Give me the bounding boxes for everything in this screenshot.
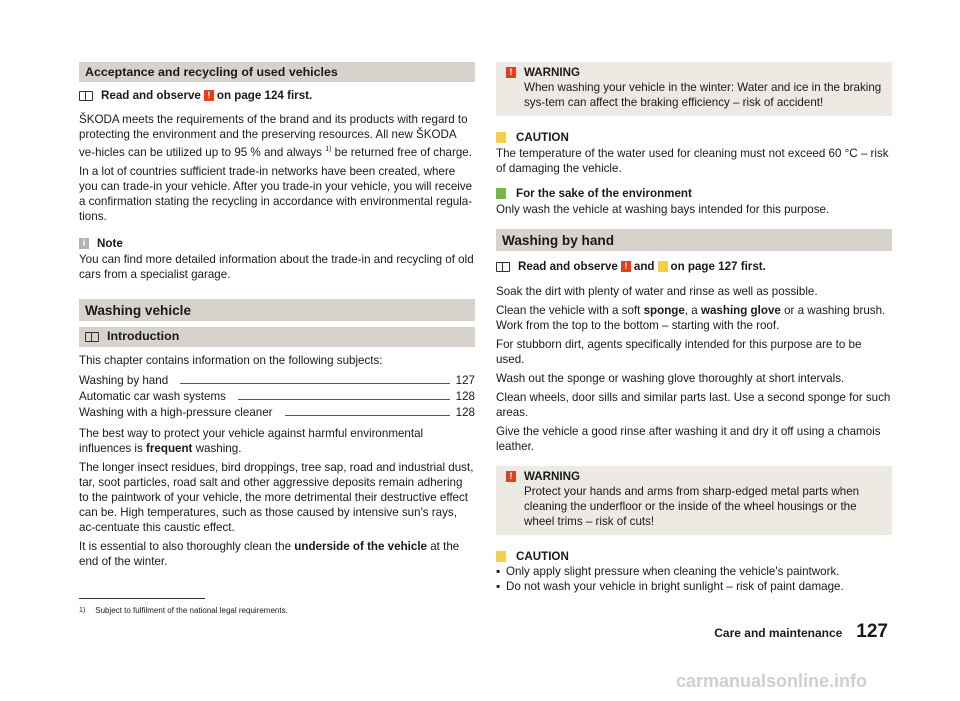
page-footer [714, 621, 888, 642]
toc-list [79, 373, 475, 420]
chapter-name: Care and maintenance [714, 626, 843, 640]
warning-label: WARNING [524, 470, 581, 483]
toc-leader [285, 415, 450, 416]
paragraph-text: It is essential to also thoroughly clean the [79, 539, 292, 553]
paragraph-text: The best way to protect your vehicle against harmful environmental influences is [79, 426, 424, 455]
watermark: carmanualsonline.info [676, 671, 868, 691]
paragraph-text: Clean the vehicle with a soft [496, 304, 641, 317]
toc-page: 128 [455, 405, 475, 419]
read-observe-line [496, 259, 892, 274]
warning-text: When washing your vehicle in the winter: Water and ice in the braking sys-tem can affect the braking efficiency – risk of accident! [524, 81, 882, 109]
note-heading [79, 236, 475, 251]
paragraph-text: , a [684, 304, 698, 317]
paragraph [496, 303, 892, 333]
paragraph: For stubborn dirt, agents specifically intended for this purpose are to be used. [496, 338, 862, 366]
toc-row[interactable] [79, 373, 475, 388]
section-title-washing: Washing vehicle [79, 299, 475, 321]
ref-text-b: on page 127 first. [670, 260, 766, 273]
warning-icon: ! [621, 261, 631, 272]
caution-label: CAUTION [516, 550, 569, 563]
caution-item [496, 564, 892, 579]
caution-icon [496, 132, 506, 143]
toc-label: Washing by hand [79, 373, 169, 387]
environment-text: Only wash the vehicle at washing bays intended for this purpose. [496, 203, 830, 216]
bullet-icon: ▪ [496, 580, 501, 593]
environment-label: For the sake of the environment [516, 187, 692, 200]
ref-text-a: Read and observe [101, 89, 201, 102]
caution-label: CAUTION [516, 131, 569, 144]
caution-icon [658, 261, 668, 272]
paragraph-text-end: be returned free of charge. [334, 145, 472, 159]
toc-row[interactable] [79, 389, 475, 404]
toc-label: Washing with a high-pressure cleaner [79, 405, 273, 419]
paragraph [79, 112, 475, 160]
caution-text: The temperature of the water used for cleaning must not exceed 60 °C – risk of damaging the vehicle. [496, 147, 889, 175]
paragraph: Wash out the sponge or washing glove thoroughly at short intervals. [496, 372, 845, 385]
paragraph: The longer insect residues, bird droppings, tree sap, road and industrial dust, tar, soot particles, road salt and other aggressive deposits remain adhering to the paintwork of your vehicle, the more detrimental their destructive effect can be. High temperatures, such as those caused by intensive sun's rays, ac-centuate this caustic effect. [79, 460, 474, 534]
toc-page: 128 [455, 389, 475, 403]
footnote-mark: 1) [79, 607, 86, 614]
warning-heading [502, 469, 886, 484]
caution-item [496, 579, 892, 594]
left-column [79, 62, 475, 569]
book-icon [85, 332, 99, 342]
warning-icon: ! [204, 90, 214, 101]
paragraph-text-end: at the end of the winter. [79, 539, 460, 568]
caution-item-text: Do not wash your vehicle in bright sunlight – risk of paint damage. [506, 580, 844, 593]
paragraph [79, 426, 475, 456]
footnote [79, 606, 288, 616]
ref-text-and: and [633, 260, 655, 273]
bold-text: washing glove [700, 304, 781, 317]
warning-label: WARNING [524, 66, 581, 79]
leaf-icon [496, 188, 506, 199]
paragraph [79, 539, 475, 569]
warning-heading [502, 65, 886, 80]
caution-heading [496, 549, 892, 564]
intro-text: This chapter contains information on the following subjects: [79, 353, 383, 367]
intro-bar [79, 327, 475, 347]
ref-text-a: Read and observe [518, 260, 618, 273]
toc-row[interactable] [79, 405, 475, 420]
section-title-recycling: Acceptance and recycling of used vehicles [79, 62, 475, 82]
footnote-text: Subject to fulfilment of the national legal requirements. [95, 606, 288, 615]
section-title-washing-by-hand: Washing by hand [496, 229, 892, 251]
warning-box [496, 62, 892, 116]
footnote-divider [79, 598, 205, 599]
book-icon [79, 91, 93, 101]
toc-page: 127 [455, 373, 475, 387]
footnote-ref: 1) [325, 146, 332, 153]
ref-text-b: on page 124 first. [216, 89, 313, 102]
paragraph-text-end: or a washing brush. Work from the top to the bottom – starting with the roof. [496, 304, 886, 332]
warning-box [496, 466, 892, 535]
paragraph: Clean wheels, door sills and similar parts last. Use a second sponge for such areas. [496, 391, 891, 419]
paragraph-text: ŠKODA meets the requirements of the brand and its products with regard to protecting the environment and the preserving resources. All new ŠKODA ve-hicles can be utilized up to 95 % and always [79, 113, 468, 159]
environment-heading [496, 186, 892, 201]
note-text: You can find more detailed information about the trade-in and recycling of old cars from a specialist garage. [79, 252, 474, 281]
note-label: Note [97, 236, 123, 250]
info-icon: i [79, 238, 89, 249]
bold-text: sponge [643, 304, 685, 317]
paragraph-text-end: washing. [195, 441, 242, 455]
bullet-icon: ▪ [496, 565, 501, 578]
warning-text: Protect your hands and arms from sharp-edged metal parts when cleaning the underfloor or the inside of the wheel housings or the wheel trims – risk of cuts! [524, 485, 860, 528]
caution-heading [496, 130, 892, 145]
right-column [496, 62, 892, 594]
page-number: 127 [856, 621, 888, 642]
toc-label: Automatic car wash systems [79, 389, 226, 403]
intro-title: Introduction [107, 329, 180, 344]
paragraph: Soak the dirt with plenty of water and rinse as well as possible. [496, 285, 818, 298]
warning-icon: ! [506, 471, 516, 482]
bold-text: frequent [146, 441, 193, 455]
warning-icon: ! [506, 67, 516, 78]
caution-item-text: Only apply slight pressure when cleaning the vehicle's paintwork. [506, 565, 840, 578]
read-observe-line [79, 88, 475, 103]
paragraph: Give the vehicle a good rinse after washing it and dry it off using a chamois leather. [496, 425, 881, 453]
paragraph: In a lot of countries sufficient trade-in networks have been created, where you can trade-in your vehicle. After you trade-in your vehicle, you will receive a confirmation stating the recycling in accordance with environmental regula-tions. [79, 164, 473, 223]
caution-icon [496, 551, 506, 562]
bold-text: underside of the vehicle [294, 539, 427, 553]
book-icon [496, 262, 510, 272]
toc-leader [238, 399, 450, 400]
toc-leader [180, 383, 450, 384]
